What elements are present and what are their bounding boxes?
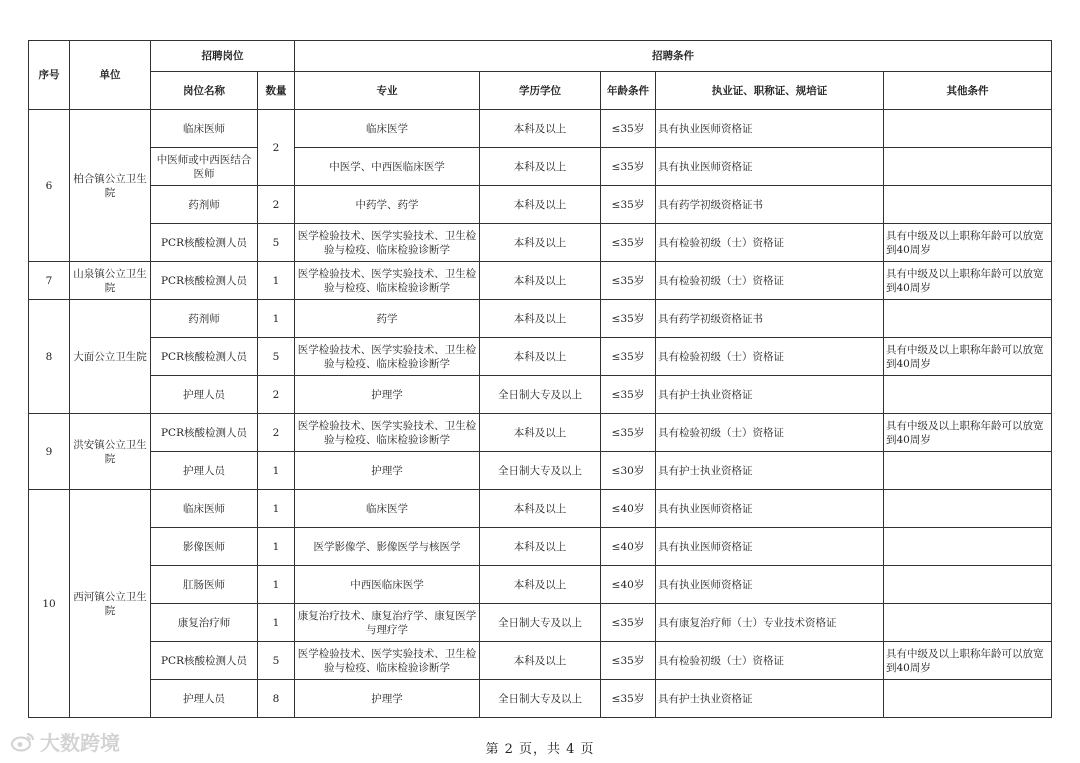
- post-name-cell: 药剂师: [151, 300, 258, 338]
- other-conditions-cell: [884, 300, 1052, 338]
- education-cell: 本科及以上: [480, 490, 601, 528]
- other-conditions-cell: [884, 186, 1052, 224]
- age-cell: ≤35岁: [601, 110, 656, 148]
- age-cell: ≤35岁: [601, 262, 656, 300]
- other-conditions-cell: [884, 604, 1052, 642]
- post-name-cell: 护理人员: [151, 376, 258, 414]
- certificate-cell: 具有执业医师资格证: [656, 566, 884, 604]
- age-cell: ≤40岁: [601, 490, 656, 528]
- post-name-cell: 临床医师: [151, 110, 258, 148]
- age-cell: ≤40岁: [601, 528, 656, 566]
- certificate-cell: 具有检验初级（士）资格证: [656, 338, 884, 376]
- major-cell: 临床医学: [295, 490, 480, 528]
- count-cell: 1: [258, 566, 295, 604]
- header-other: 其他条件: [884, 72, 1052, 110]
- age-cell: ≤35岁: [601, 300, 656, 338]
- education-cell: 本科及以上: [480, 300, 601, 338]
- education-cell: 本科及以上: [480, 148, 601, 186]
- seq-cell: 6: [29, 110, 70, 262]
- count-cell: 1: [258, 262, 295, 300]
- major-cell: 医学检验技术、医学实验技术、卫生检验与检疫、临床检验诊断学: [295, 414, 480, 452]
- seq-cell: 9: [29, 414, 70, 490]
- header-age: 年龄条件: [601, 72, 656, 110]
- age-cell: ≤35岁: [601, 186, 656, 224]
- table-row: [29, 186, 1052, 224]
- education-cell: 本科及以上: [480, 262, 601, 300]
- certificate-cell: 具有护士执业资格证: [656, 452, 884, 490]
- count-cell: 5: [258, 338, 295, 376]
- table-row: [29, 300, 1052, 338]
- age-cell: ≤35岁: [601, 642, 656, 680]
- recruitment-table: [28, 40, 1052, 718]
- table-row: [29, 376, 1052, 414]
- header-unit: 单位: [70, 41, 151, 110]
- major-cell: 医学检验技术、医学实验技术、卫生检验与检疫、临床检验诊断学: [295, 262, 480, 300]
- count-cell: 1: [258, 604, 295, 642]
- certificate-cell: 具有执业医师资格证: [656, 148, 884, 186]
- other-conditions-cell: [884, 148, 1052, 186]
- age-cell: ≤35岁: [601, 604, 656, 642]
- table-row: [29, 224, 1052, 262]
- education-cell: 本科及以上: [480, 414, 601, 452]
- unit-cell: 柏合镇公立卫生院: [70, 110, 151, 262]
- education-cell: 本科及以上: [480, 566, 601, 604]
- major-cell: 中西医临床医学: [295, 566, 480, 604]
- post-name-cell: 肛肠医师: [151, 566, 258, 604]
- age-cell: ≤35岁: [601, 680, 656, 718]
- certificate-cell: 具有药学初级资格证书: [656, 300, 884, 338]
- count-cell: 2: [258, 110, 295, 186]
- count-cell: 1: [258, 490, 295, 528]
- major-cell: 医学检验技术、医学实验技术、卫生检验与检疫、临床检验诊断学: [295, 642, 480, 680]
- other-conditions-cell: 具有中级及以上职称年龄可以放宽到40周岁: [884, 262, 1052, 300]
- header-post-name: 岗位名称: [151, 72, 258, 110]
- major-cell: 药学: [295, 300, 480, 338]
- seq-cell: 8: [29, 300, 70, 414]
- unit-cell: 大面公立卫生院: [70, 300, 151, 414]
- page-number: 第 2 页，共 4 页: [485, 742, 595, 757]
- count-cell: 1: [258, 300, 295, 338]
- table-row: [29, 338, 1052, 376]
- certificate-cell: 具有检验初级（士）资格证: [656, 414, 884, 452]
- age-cell: ≤30岁: [601, 452, 656, 490]
- post-name-cell: 护理人员: [151, 680, 258, 718]
- certificate-cell: 具有药学初级资格证书: [656, 186, 884, 224]
- certificate-cell: 具有检验初级（士）资格证: [656, 262, 884, 300]
- certificate-cell: 具有护士执业资格证: [656, 680, 884, 718]
- table-row: [29, 148, 1052, 186]
- major-cell: 护理学: [295, 452, 480, 490]
- table-row: [29, 414, 1052, 452]
- education-cell: 本科及以上: [480, 642, 601, 680]
- certificate-cell: 具有执业医师资格证: [656, 528, 884, 566]
- other-conditions-cell: 具有中级及以上职称年龄可以放宽到40周岁: [884, 224, 1052, 262]
- count-cell: 5: [258, 224, 295, 262]
- post-name-cell: PCR核酸检测人员: [151, 224, 258, 262]
- watermark-text: 大数跨境: [40, 731, 120, 755]
- post-name-cell: PCR核酸检测人员: [151, 262, 258, 300]
- education-cell: 本科及以上: [480, 528, 601, 566]
- unit-cell: 洪安镇公立卫生院: [70, 414, 151, 490]
- education-cell: 全日制大专及以上: [480, 680, 601, 718]
- table-row: [29, 642, 1052, 680]
- age-cell: ≤35岁: [601, 224, 656, 262]
- education-cell: 全日制大专及以上: [480, 604, 601, 642]
- education-cell: 本科及以上: [480, 110, 601, 148]
- table-row: [29, 680, 1052, 718]
- table-row: [29, 262, 1052, 300]
- major-cell: 康复治疗技术、康复治疗学、康复医学与理疗学: [295, 604, 480, 642]
- header-recruit-post: 招聘岗位: [151, 41, 295, 72]
- certificate-cell: 具有执业医师资格证: [656, 110, 884, 148]
- other-conditions-cell: [884, 566, 1052, 604]
- other-conditions-cell: 具有中级及以上职称年龄可以放宽到40周岁: [884, 642, 1052, 680]
- table-row: [29, 110, 1052, 148]
- count-cell: 1: [258, 452, 295, 490]
- education-cell: 本科及以上: [480, 224, 601, 262]
- other-conditions-cell: [884, 528, 1052, 566]
- table-row: [29, 490, 1052, 528]
- major-cell: 医学影像学、影像医学与核医学: [295, 528, 480, 566]
- count-cell: 1: [258, 528, 295, 566]
- table-row: [29, 528, 1052, 566]
- table-body: [29, 110, 1052, 718]
- post-name-cell: PCR核酸检测人员: [151, 414, 258, 452]
- table-row: [29, 604, 1052, 642]
- header-major: 专业: [295, 72, 480, 110]
- table-row: [29, 566, 1052, 604]
- other-conditions-cell: 具有中级及以上职称年龄可以放宽到40周岁: [884, 414, 1052, 452]
- major-cell: 医学检验技术、医学实验技术、卫生检验与检疫、临床检验诊断学: [295, 224, 480, 262]
- education-cell: 全日制大专及以上: [480, 376, 601, 414]
- post-name-cell: 护理人员: [151, 452, 258, 490]
- other-conditions-cell: [884, 680, 1052, 718]
- count-cell: 8: [258, 680, 295, 718]
- age-cell: ≤35岁: [601, 414, 656, 452]
- post-name-cell: 临床医师: [151, 490, 258, 528]
- certificate-cell: 具有检验初级（士）资格证: [656, 224, 884, 262]
- post-name-cell: 药剂师: [151, 186, 258, 224]
- seq-cell: 10: [29, 490, 70, 718]
- post-name-cell: 康复治疗师: [151, 604, 258, 642]
- major-cell: 临床医学: [295, 110, 480, 148]
- other-conditions-cell: [884, 110, 1052, 148]
- education-cell: 本科及以上: [480, 338, 601, 376]
- count-cell: 2: [258, 376, 295, 414]
- education-cell: 全日制大专及以上: [480, 452, 601, 490]
- major-cell: 护理学: [295, 680, 480, 718]
- major-cell: 中药学、药学: [295, 186, 480, 224]
- post-name-cell: 中医师或中西医结合医师: [151, 148, 258, 186]
- count-cell: 5: [258, 642, 295, 680]
- certificate-cell: 具有护士执业资格证: [656, 376, 884, 414]
- other-conditions-cell: [884, 376, 1052, 414]
- post-name-cell: PCR核酸检测人员: [151, 642, 258, 680]
- header-seq: 序号: [29, 41, 70, 110]
- unit-cell: 山泉镇公立卫生院: [70, 262, 151, 300]
- major-cell: 中医学、中西医临床医学: [295, 148, 480, 186]
- unit-cell: 西河镇公立卫生院: [70, 490, 151, 718]
- education-cell: 本科及以上: [480, 186, 601, 224]
- age-cell: ≤35岁: [601, 376, 656, 414]
- certificate-cell: 具有康复治疗师（士）专业技术资格证: [656, 604, 884, 642]
- age-cell: ≤40岁: [601, 566, 656, 604]
- header-recruit-conditions: 招聘条件: [295, 41, 1052, 72]
- other-conditions-cell: 具有中级及以上职称年龄可以放宽到40周岁: [884, 338, 1052, 376]
- count-cell: 2: [258, 414, 295, 452]
- header-certificate: 执业证、职称证、规培证: [656, 72, 884, 110]
- header-education: 学历学位: [480, 72, 601, 110]
- post-name-cell: 影像医师: [151, 528, 258, 566]
- certificate-cell: 具有检验初级（士）资格证: [656, 642, 884, 680]
- other-conditions-cell: [884, 452, 1052, 490]
- table-row: [29, 452, 1052, 490]
- major-cell: 护理学: [295, 376, 480, 414]
- count-cell: 2: [258, 186, 295, 224]
- seq-cell: 7: [29, 262, 70, 300]
- header-count: 数量: [258, 72, 295, 110]
- other-conditions-cell: [884, 490, 1052, 528]
- post-name-cell: PCR核酸检测人员: [151, 338, 258, 376]
- age-cell: ≤35岁: [601, 338, 656, 376]
- major-cell: 医学检验技术、医学实验技术、卫生检验与检疫、临床检验诊断学: [295, 338, 480, 376]
- certificate-cell: 具有执业医师资格证: [656, 490, 884, 528]
- age-cell: ≤35岁: [601, 148, 656, 186]
